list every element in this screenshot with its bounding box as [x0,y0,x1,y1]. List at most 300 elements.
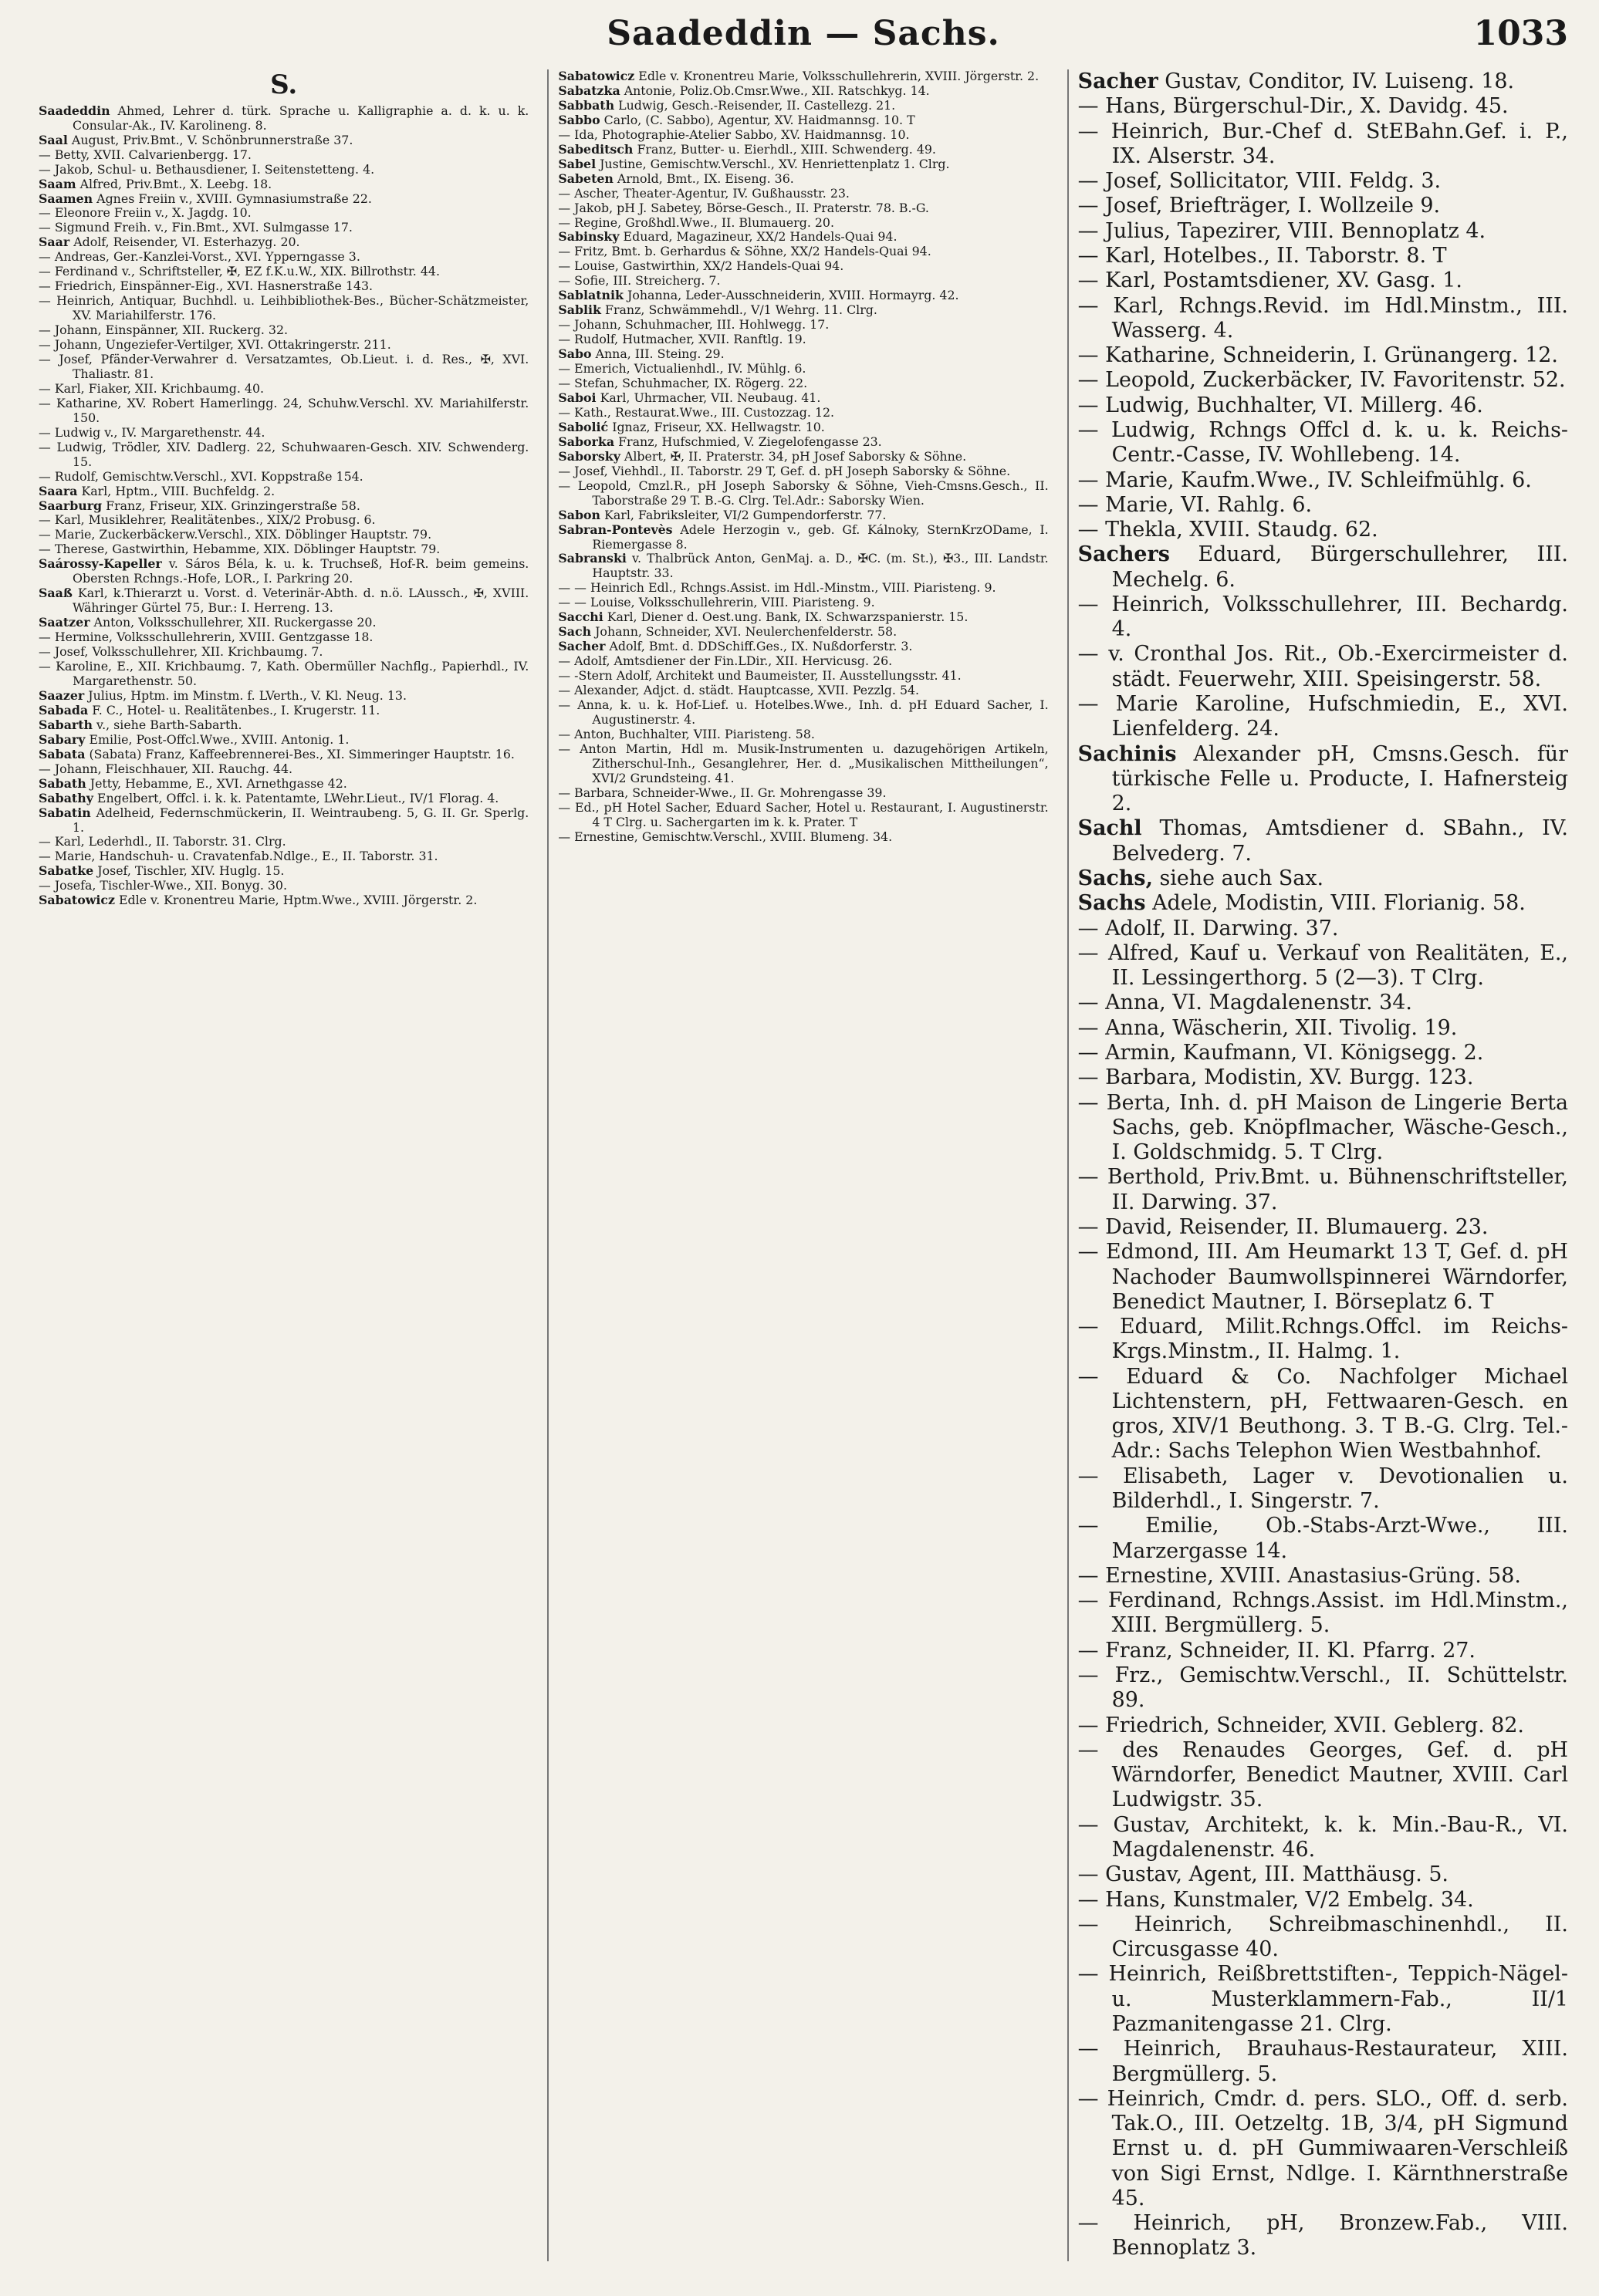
directory-entry [39,777,529,792]
directory-entry [39,235,529,250]
page-number: 1033 [1473,14,1568,53]
entry-details: — v. Cronthal Jos. Rit., Ob.-Exercirmeister d. städt. Feuerwehr, XIII. Speisingerstr. 58. [1077,642,1568,691]
entry-details: — Kath., Restaurat.Wwe., III. Custozzag. 12. [558,404,835,420]
entry-details: — Eduard, Milit.Rchngs.Offcl. im Reichs-Krgs.Minstm., II. Halmg. 1. [1077,1315,1568,1364]
entry-details: — Berthold, Priv.Bmt. u. Bühnenschriftsteller, II. Darwing. 37. [1077,1165,1568,1214]
entry-details: — Heinrich, Schreibmaschinenhdl., II. Circusgasse 40. [1077,1912,1568,1962]
entry-details: — Katharine, XV. Robert Hamerlingg. 24, Schuhw.Verschl. XV. Mariahilferstr. 150. [39,395,529,425]
entry-surname: Sabatin [39,805,91,820]
directory-entry [1078,518,1568,542]
directory-entry [1078,1862,1568,1887]
entry-details: — Karoline, E., XII. Krichbaumg. 7, Kath. Obermüller Nachflg., Papierhdl., IV. Margarethenstr. 50. [39,659,529,688]
directory-entry [39,323,529,338]
directory-entry [558,450,1048,464]
entry-surname: Saborka [558,434,615,449]
entry-details: — Marie, VI. Rahlg. 6. [1077,492,1313,517]
entry-details: — Eduard & Co. Nachfolger Michael Lichtenstern, pH, Fettwaaren-Gesch. en gros, XIV/1 Beuthong. 3. T B.-G. Clrg. Tel.-Adr.: Sachs Telephon Wien Westbahnhof. [1077,1364,1568,1464]
entry-details: — Anna, Wäscherin, XII. Tivolig. 19. [1077,1015,1458,1040]
column-3 [1067,69,1568,2261]
entry-details: — Karl, Postamtsdiener, XV. Gasg. 1. [1077,268,1462,293]
directory-entry [1078,991,1568,1015]
entry-details: — Anton Martin, Hdl m. Musik-Instrumenten u. dazugehörigen Artikeln, Zitherschul-Inh., Gesanglehrer, Her. d. „Musikalischen Mittheilungen“, XVI/2 Grundsteing. 41. [558,741,1049,785]
entry-details: — Heinrich, Bur.-Chef d. StEBahn.Gef. i. P., IX. Alserstr. 34. [1077,119,1568,168]
entry-surname: Sach [558,624,592,640]
entry-details: — Ferdinand v., Schriftsteller, ✠, EZ f.K.u.W., XIX. Billrothstr. 44. [39,264,440,279]
directory-entry [39,485,529,499]
entry-details: — Barbara, Modistin, XV. Burgg. 123. [1077,1065,1474,1090]
directory-entry [558,406,1048,420]
entry-details: Anton, Volksschullehrer, XII. Ruckergasse 20. [90,615,377,630]
entry-details: — Marie, Handschuh- u. Cravatenfab.Ndlge., E., II. Taborstr. 31. [39,849,438,864]
entry-details: — Anton, Buchhalter, VIII. Piaristeng. 58. [558,726,815,741]
directory-entry [39,470,529,485]
entry-details: — Karl, Fiaker, XII. Krichbaumg. 40. [39,380,265,396]
entry-details: Carlo, (C. Sabbo), Agentur, XV. Haidmannsg. 10. T [600,112,915,127]
entry-details: — Johann, Fleischhauer, XII. Rauchg. 44. [39,761,293,776]
directory-entry [1078,1240,1568,1315]
directory-entry [558,698,1048,728]
entry-details: — Ludwig v., IV. Margarethenstr. 44. [39,424,265,440]
directory-entry [39,441,529,470]
directory-entry [1078,1514,1568,1564]
entry-details: — Armin, Kaufmann, VI. Königsegg. 2. [1077,1040,1484,1065]
entry-surname: Sabatowicz [39,893,115,908]
entry-surname: Sachs [1077,891,1146,916]
entry-details: — Louise, Gastwirthin, XX/2 Handels-Quai 94. [558,258,844,274]
directory-entry [39,542,529,557]
entry-details: — Edmond, III. Am Heumarkt 13 T, Gef. d. pH Nachoder Baumwollspinnerei Wärndorfer, Benedict Mautner, I. Börseplatz 6. T [1077,1240,1568,1314]
directory-entry [39,397,529,426]
entry-details: — Friedrich, Schneider, XVII. Geblerg. 82. [1077,1713,1524,1737]
directory-entry [558,420,1048,435]
directory-entry [558,303,1048,318]
entry-surname: Sabathy [39,790,93,805]
entry-surname: Sachs, [1077,866,1153,890]
entry-details: Ahmed, Lehrer d. türk. Sprache u. Kalligraphie a. d. k. u. k. Consular-Ak., IV. Karolineng. 8. [73,103,529,133]
entry-surname: Saárossy-Kapeller [39,556,162,572]
entry-details: Agnes Freiin v., XVIII. Gymnasiumstraße 22. [93,191,372,206]
entry-details: Edle v. Kronentreu Marie, Hptm.Wwe., XVIII. Jörgerstr. 2. [114,893,478,908]
directory-entry [558,640,1048,654]
entry-details: v. Sáros Béla, k. u. k. Truchseß, Hof-R. beim gemeins. Obersten Rchngs.-Hofe, LOR., I. Parkring 20. [73,556,529,586]
entry-details: — Anna, VI. Magdalenenstr. 34. [1077,991,1412,1015]
directory-entry [1078,816,1568,866]
entry-surname: Sacher [558,639,606,654]
directory-entry [558,69,1048,84]
entry-surname: Sabata [39,746,86,761]
directory-entry [1078,1738,1568,1813]
directory-entry [1078,593,1568,643]
entry-details: — Elisabeth, Lager v. Devotionalien u. Bilderhdl., I. Singerstr. 7. [1077,1464,1568,1514]
directory-entry [39,864,529,879]
directory-entry [1078,1888,1568,1913]
entry-surname: Saam [39,176,76,191]
directory-entry [558,596,1048,610]
directory-entry [558,786,1048,801]
directory-entry [1078,1564,1568,1589]
page-title: Saadeddin — Sachs. [607,14,1000,53]
directory-entry [39,426,529,441]
directory-entry [39,704,529,718]
entry-details: — Leopold, Cmzl.R., pH Joseph Saborsky & Söhne, Vieh-Cmsns.Gesch., II. Taborstraße 29 T. B.-G. Clrg. Tel.Adr.: Saborsky Wien. [558,478,1049,508]
directory-entry [39,806,529,836]
entry-surname: Saar [39,235,70,250]
directory-entry [558,728,1048,742]
directory-entry [1078,692,1568,742]
entry-details: Johann, Schneider, XVI. Neulerchenfelderstr. 58. [591,624,898,640]
directory-entry [39,104,529,133]
entry-details: — Ernestine, Gemischtw.Verschl., XVIII. Blumeng. 34. [558,829,893,844]
entry-details: — -Stern Adolf, Architekt und Baumeister, II. Ausstellungsstr. 41. [558,668,962,684]
entry-details: — Heinrich, Volksschullehrer, III. Bechardg. 4. [1077,592,1568,642]
entry-surname: Sabbath [558,97,615,113]
entry-details: — Hans, Bürgerschul-Dir., X. Davidg. 45. [1077,94,1509,119]
directory-entry [1078,1813,1568,1863]
directory-entry [1078,343,1568,368]
directory-entry [558,552,1048,581]
entry-details: — Ludwig, Rchngs Offcl d. k. u. k. Reichs-Centr.-Casse, IV. Wohllebeng. 14. [1077,417,1568,468]
entry-details: — Josef, Viehhdl., II. Taborstr. 29 T, Gef. d. pH Joseph Saborsky & Söhne. [558,463,1011,478]
entry-surname: Sabinsky [558,229,620,245]
directory-entry [1078,1165,1568,1215]
directory-entry [1078,2037,1568,2087]
entry-details: Karl, Fabriksleiter, VI/2 Gumpendorferstr. 77. [600,507,887,522]
entry-details: Franz, Hufschmied, V. Ziegelofengasse 23. [614,434,882,449]
directory-entry [558,362,1048,376]
entry-details: Adolf, Reisender, VI. Esterhazyg. 20. [69,235,300,250]
entry-details: — Marie, Kaufm.Wwe., IV. Schleifmühlg. 6. [1077,468,1532,492]
directory-entry [558,157,1048,172]
entry-surname: Saadeddin [39,103,110,118]
entry-surname: Sabranski [558,551,627,566]
directory-entry [1078,120,1568,170]
entry-details: Eduard, Magazineur, XX/2 Handels-Quai 94. [619,229,898,245]
entry-details: — Marie Karoline, Hufschmiedin, E., XVI. Lienfelderg. 24. [1077,692,1568,741]
entry-details: — Therese, Gastwirthin, Hebamme, XIX. Döblinger Hauptstr. 79. [39,542,441,557]
directory-entry [39,192,529,207]
entry-details: — Ida, Photographie-Atelier Sabbo, XV. Haidmannsg. 10. [558,127,910,142]
entry-surname: Sabon [558,507,601,522]
directory-entry [558,318,1048,333]
entry-surname: Saamen [39,191,93,206]
entry-details: August, Priv.Bmt., V. Schönbrunnerstraße 37. [67,132,353,147]
directory-entry [558,187,1048,201]
entry-details: — Franz, Schneider, II. Kl. Pfarrg. 27. [1077,1638,1476,1663]
entry-details: — Karl, Rchngs.Revid. im Hdl.Minstm., III. Wasserg. 4. [1077,293,1568,343]
entry-details: — Ferdinand, Rchngs.Assist. im Hdl.Minstm., XIII. Bergmüllerg. 5. [1077,1589,1568,1638]
entry-details: — David, Reisender, II. Blumauerg. 23. [1077,1214,1489,1239]
entry-details: — Adolf, II. Darwing. 37. [1077,916,1339,940]
entry-surname: Sabatke [39,863,94,879]
directory-entry [39,163,529,177]
entry-details: Ignaz, Friseur, XX. Hellwagstr. 10. [608,419,825,434]
entry-details: — Emilie, Ob.-Stabs-Arzt-Wwe., III. Marzergasse 14. [1077,1514,1568,1563]
directory-entry [1078,1091,1568,1166]
entry-details: — Jakob, pH J. Sabetey, Börse-Gesch., II. Praterstr. 78. B.-G. [558,200,929,215]
directory-entry [39,616,529,630]
directory-entry [558,742,1048,786]
entry-details: — Barbara, Schneider-Wwe., II. Gr. Mohrengasse 39. [558,785,887,800]
directory-entry [558,172,1048,187]
directory-entry [1078,1639,1568,1663]
directory-entry [39,133,529,148]
directory-entry [1078,194,1568,218]
entry-details: — Johann, Einspänner, XII. Ruckerg. 32. [39,322,289,338]
directory-entry [39,265,529,279]
entry-details: — Jakob, Schul- u. Bethausdiener, I. Seitenstetteng. 4. [39,161,375,177]
entry-surname: Saatzer [39,615,90,630]
directory-entry [558,391,1048,406]
entry-details: Gustav, Conditor, IV. Luiseng. 18. [1158,69,1514,93]
entry-surname: Sabarth [39,717,93,732]
directory-entry [1078,642,1568,692]
directory-entry [1078,493,1568,518]
directory-entry [558,435,1048,450]
directory-entry [39,630,529,645]
entry-surname: Saarburg [39,498,103,513]
directory-entry [1078,2211,1568,2261]
directory-entry [558,113,1048,128]
directory-entry [1078,1016,1568,1041]
entry-details: — Karl, Hotelbes., II. Taborstr. 8. T [1077,243,1447,268]
entry-surname: Sabo [558,346,592,362]
entry-details: — Karl, Musiklehrer, Realitätenbes., XIX/2 Probusg. 6. [39,512,376,528]
directory-entry [558,128,1048,143]
directory-entry [1078,917,1568,941]
entry-details: — Friedrich, Einspänner-Eig., XVI. Hasnerstraße 143. [39,279,374,294]
entry-details: — Johann, Ungeziefer-Vertilger, XVI. Ottakringerstr. 211. [39,337,391,353]
directory-entry [39,835,529,849]
directory-entry [558,333,1048,347]
entry-details: — Heinrich, Reißbrettstiften-, Teppich-Nägel- u. Musterklammern-Fab., II/1 Pazmanitengasse 21. Clrg. [1077,1962,1568,2036]
entry-details: — des Renaudes Georges, Gef. d. pH Wärndorfer, Benedict Mautner, XVIII. Carl Ludwigstr. 35. [1077,1737,1568,1812]
entry-surname: Sabel [558,156,597,171]
entry-details: Franz, Friseur, XIX. Grinzingerstraße 58. [102,498,360,513]
entry-details: Karl, Uhrmacher, VII. Neubaug. 41. [596,390,821,405]
directory-entry [39,762,529,777]
entry-surname: Sachinis [1077,741,1177,766]
directory-entry [558,245,1048,259]
entry-details: Alexander pH, Cmsns.Gesch. für türkische Felle u. Producte, I. Hafnersteig 2. [1111,741,1568,816]
directory-entry [1078,418,1568,468]
entry-details: Franz, Butter- u. Eierhdl., XIII. Schwenderg. 49. [633,141,936,157]
directory-entry [39,382,529,397]
directory-entry [558,830,1048,845]
entry-details: — Josef, Briefträger, I. Wollzeile 9. [1077,194,1441,218]
column-2 [547,69,1048,2261]
entry-details: Eduard, Bürgerschullehrer, III. Mechelg. 6. [1111,542,1568,592]
directory-entry [39,733,529,748]
directory-entry [1078,1065,1568,1090]
entry-details: — Alexander, Adjct. d. städt. Hauptcasse, XVII. Pezzlg. 54. [558,683,920,698]
entry-surname: Sabath [39,775,86,791]
entry-details: Jetty, Hebamme, E., XVI. Arnethgasse 42. [86,775,347,791]
entry-details: v., siehe Barth-Sabarth. [93,717,242,732]
entry-details: — Josefa, Tischler-Wwe., XII. Bonyg. 30. [39,878,288,893]
entry-details: — Adolf, Amtsdiener der Fin.LDir., XII. Hervicusg. 26. [558,653,893,669]
directory-entry [39,879,529,893]
entry-details: — Alfred, Kauf u. Verkauf von Realitäten, E., II. Lessingerthorg. 5 (2—3). T Clrg. [1077,940,1568,991]
directory-entry [558,347,1048,362]
entry-surname: Sacher [1077,69,1158,93]
entry-surname: Saborsky [558,448,620,464]
directory-entry [1078,1464,1568,1514]
entry-details: F. C., Hotel- u. Realitätenbes., I. Krugerstr. 11. [88,702,380,718]
entry-details: — Regine, Großhdl.Wwe., II. Blumauerg. 20. [558,214,834,230]
directory-entry [39,718,529,733]
directory-entry [39,221,529,235]
entry-details: — Heinrich, pH, Bronzew.Fab., VIII. Bennoplatz 3. [1077,2211,1568,2261]
entry-details: — Gustav, Architekt, k. k. Min.-Bau-R., VI. Magdalenenstr. 46. [1077,1812,1568,1862]
directory-entry [1078,1589,1568,1639]
entry-details: Antonie, Poliz.Ob.Cmsr.Wwe., XII. Ratschkyg. 14. [620,83,930,98]
columns [39,69,1568,2261]
entry-details: — Sigmund Freih. v., Fin.Bmt., XVI. Sulmgasse 17. [39,220,353,235]
entry-details: — Ludwig, Trödler, XIV. Dadlerg. 22, Schuhwaaren-Gesch. XIV. Schwenderg. 15. [39,439,529,469]
entry-details: Anna, III. Steing. 29. [591,346,725,362]
directory-entry [1078,368,1568,393]
entry-details: Franz, Schwämmehdl., V/1 Wehrg. 11. Clrg. [600,302,877,318]
entry-details: Alfred, Priv.Bmt., X. Leebg. 18. [76,176,272,191]
directory-entry [39,792,529,806]
directory-entry [1078,866,1568,891]
directory-entry [39,513,529,528]
entry-surname: Saboi [558,390,597,405]
entry-details: — — Louise, Volksschullehrerin, VIII. Piaristeng. 9. [558,595,875,610]
entry-details: — Sofie, III. Streicherg. 7. [558,273,721,289]
entry-details: Adolf, Bmt. d. DDSchiff.Ges., IX. Nußdorferstr. 3. [605,639,913,654]
entry-details: — Eleonore Freiin v., X. Jagdg. 10. [39,205,252,221]
column-1 [39,69,529,2261]
entry-details: — Rudolf, Hutmacher, XVII. Ranftlg. 19. [558,332,806,347]
directory-entry [558,581,1048,596]
directory-entry [1078,468,1568,493]
directory-entry [1078,1041,1568,1065]
entry-details: Adele, Modistin, VIII. Florianig. 58. [1145,891,1526,916]
directory-entry [1078,1913,1568,1963]
directory-entry [39,748,529,762]
entry-details: — Betty, XVII. Calvarienbergg. 17. [39,147,252,162]
entry-surname: Sabatzka [558,83,620,98]
directory-entry [558,654,1048,669]
entry-surname: Saaß [39,586,73,601]
directory-entry [1078,1714,1568,1738]
entry-details: — Ed., pH Hotel Sacher, Eduard Sacher, Hotel u. Restaurant, I. Augustinerstr. 4 T Clrg. u. Sachergarten im k. k. Prater. T [558,799,1049,829]
entry-details: — Heinrich, Antiquar, Buchhdl. u. Leihbibliothek-Bes., Bücher-Schätzmeister, XV. Mariahilferstr. 176. [39,293,529,323]
entry-details: — Josef, Pfänder-Verwahrer d. Versatzamtes, Ob.Lieut. i. d. Res., ✠, XVI. Thaliastr. 81. [39,352,529,381]
entry-details: — Hermine, Volksschullehrerin, XVIII. Gentzgasse 18. [39,630,374,645]
directory-entry [558,610,1048,625]
directory-entry [39,660,529,689]
entry-details: — Rudolf, Gemischtw.Verschl., XVI. Koppstraße 154. [39,468,363,484]
directory-entry [1078,94,1568,119]
section-letter: S. [270,69,298,100]
entry-details: — Josef, Sollicitator, VIII. Feldg. 3. [1077,169,1442,194]
directory-entry [39,528,529,542]
entry-surname: Sabary [39,731,86,747]
directory-entry [558,143,1048,157]
directory-entry [558,523,1048,552]
directory-entry [1078,1315,1568,1365]
entry-details: — Leopold, Zuckerbäcker, IV. Favoritenstr. 52. [1077,368,1566,393]
entry-details: Karl, Diener d. Oest.ung. Bank, IX. Schwarzspanierstr. 15. [603,609,969,625]
directory-entry [1078,393,1568,418]
entry-details: — Marie, Zuckerbäckerw.Verschl., XIX. Döblinger Hauptstr. 79. [39,527,432,542]
entry-surname: Sabada [39,702,89,718]
directory-entry [558,669,1048,684]
entry-surname: Sacchi [558,609,603,625]
entry-details: Julius, Hptm. im Minstm. f. LVerth., V. Kl. Neug. 13. [84,687,407,703]
directory-entry [1078,2087,1568,2211]
directory-entry [39,177,529,192]
directory-entry [558,289,1048,303]
entry-details: — Ascher, Theater-Agentur, IV. Gußhausstr. 23. [558,185,850,201]
directory-entry [1078,891,1568,916]
directory-entry [1078,244,1568,268]
entry-details: — Hans, Kunstmaler, V/2 Embelg. 34. [1077,1887,1474,1912]
entry-details: Justine, Gemischtw.Verschl., XV. Henriettenplatz 1. Clrg. [596,156,950,171]
directory-entry [558,201,1048,216]
directory-entry [1078,1663,1568,1714]
entry-surname: Sabbo [558,112,600,127]
directory-entry [39,250,529,265]
directory-entry [558,625,1048,640]
entry-surname: Saal [39,132,68,147]
entry-details: — Heinrich, Brauhaus-Restaurateur, XIII. Bergmüllerg. 5. [1077,2037,1568,2086]
directory-entry [558,274,1048,289]
entry-details: Ludwig, Gesch.-Reisender, II. Castellezg. 21. [614,97,896,113]
entry-surname: Sachl [1077,816,1142,841]
entry-surname: Sabeten [558,171,614,186]
entry-surname: Sablatnik [558,288,624,303]
directory-entry [1078,742,1568,817]
entry-details: Karl, Hptm., VIII. Buchfeldg. 2. [77,483,276,498]
entry-details: Josef, Tischler, XIV. Huglg. 15. [93,863,285,879]
entry-details: — Karl, Lederhdl., II. Taborstr. 31. Clrg. [39,834,286,849]
entry-details: — Josef, Volksschullehrer, XII. Krichbaumg. 7. [39,644,323,660]
entry-details: Arnold, Bmt., IX. Eiseng. 36. [613,171,794,186]
entry-details: Albert, ✠, II. Praterstr. 34, pH Josef Saborsky & Söhne. [620,448,967,464]
directory-entry [39,279,529,294]
entry-details: Emilie, Post-Offcl.Wwe., XVIII. Antonig. 1. [85,731,350,747]
directory-entry [558,259,1048,274]
directory-entry [39,849,529,864]
entry-details: — Gustav, Agent, III. Matthäusg. 5. [1077,1862,1449,1887]
entry-details: — Stefan, Schuhmacher, IX. Rögerg. 22. [558,376,808,391]
entry-details: — Fritz, Bmt. b. Gerhardus & Söhne, XX/2 Handels-Quai 94. [558,244,931,259]
entry-details: Engelbert, Offcl. i. k. k. Patentamte, LWehr.Lieut., IV/1 Florag. 4. [93,790,499,805]
directory-entry [39,645,529,660]
entry-details: siehe auch Sax. [1152,866,1324,890]
entry-details: — Katharine, Schneiderin, I. Grünangerg. 12. [1077,343,1558,368]
entry-details: Edle v. Kronentreu Marie, Volksschullehrerin, XVIII. Jörgerstr. 2. [634,69,1040,83]
directory-entry [558,99,1048,113]
directory-entry [558,801,1048,830]
entry-surname: Sabolić [558,419,609,434]
entry-surname: Sabran-Pontevès [558,522,673,537]
entry-details: Adelheid, Federnschmückerin, II. Weintraubeng. 5, G. II. Gr. Sperlg. 1. [73,805,529,835]
entry-details: — Thekla, XVIII. Staudg. 62. [1077,518,1378,542]
directory-entry [558,479,1048,508]
entry-details: — Berta, Inh. d. pH Maison de Lingerie Berta Sachs, geb. Knöpflmacher, Wäsche-Gesch., I. Goldschmidg. 5. T Clrg. [1077,1090,1568,1165]
directory-entry [1078,69,1568,94]
entry-details: — Johann, Schuhmacher, III. Hohlwegg. 17. [558,317,830,333]
directory-entry [1078,219,1568,244]
directory-entry [39,893,529,908]
entry-surname: Sabatowicz [558,69,635,83]
directory-entry [558,230,1048,245]
entry-surname: Sachers [1077,542,1170,567]
